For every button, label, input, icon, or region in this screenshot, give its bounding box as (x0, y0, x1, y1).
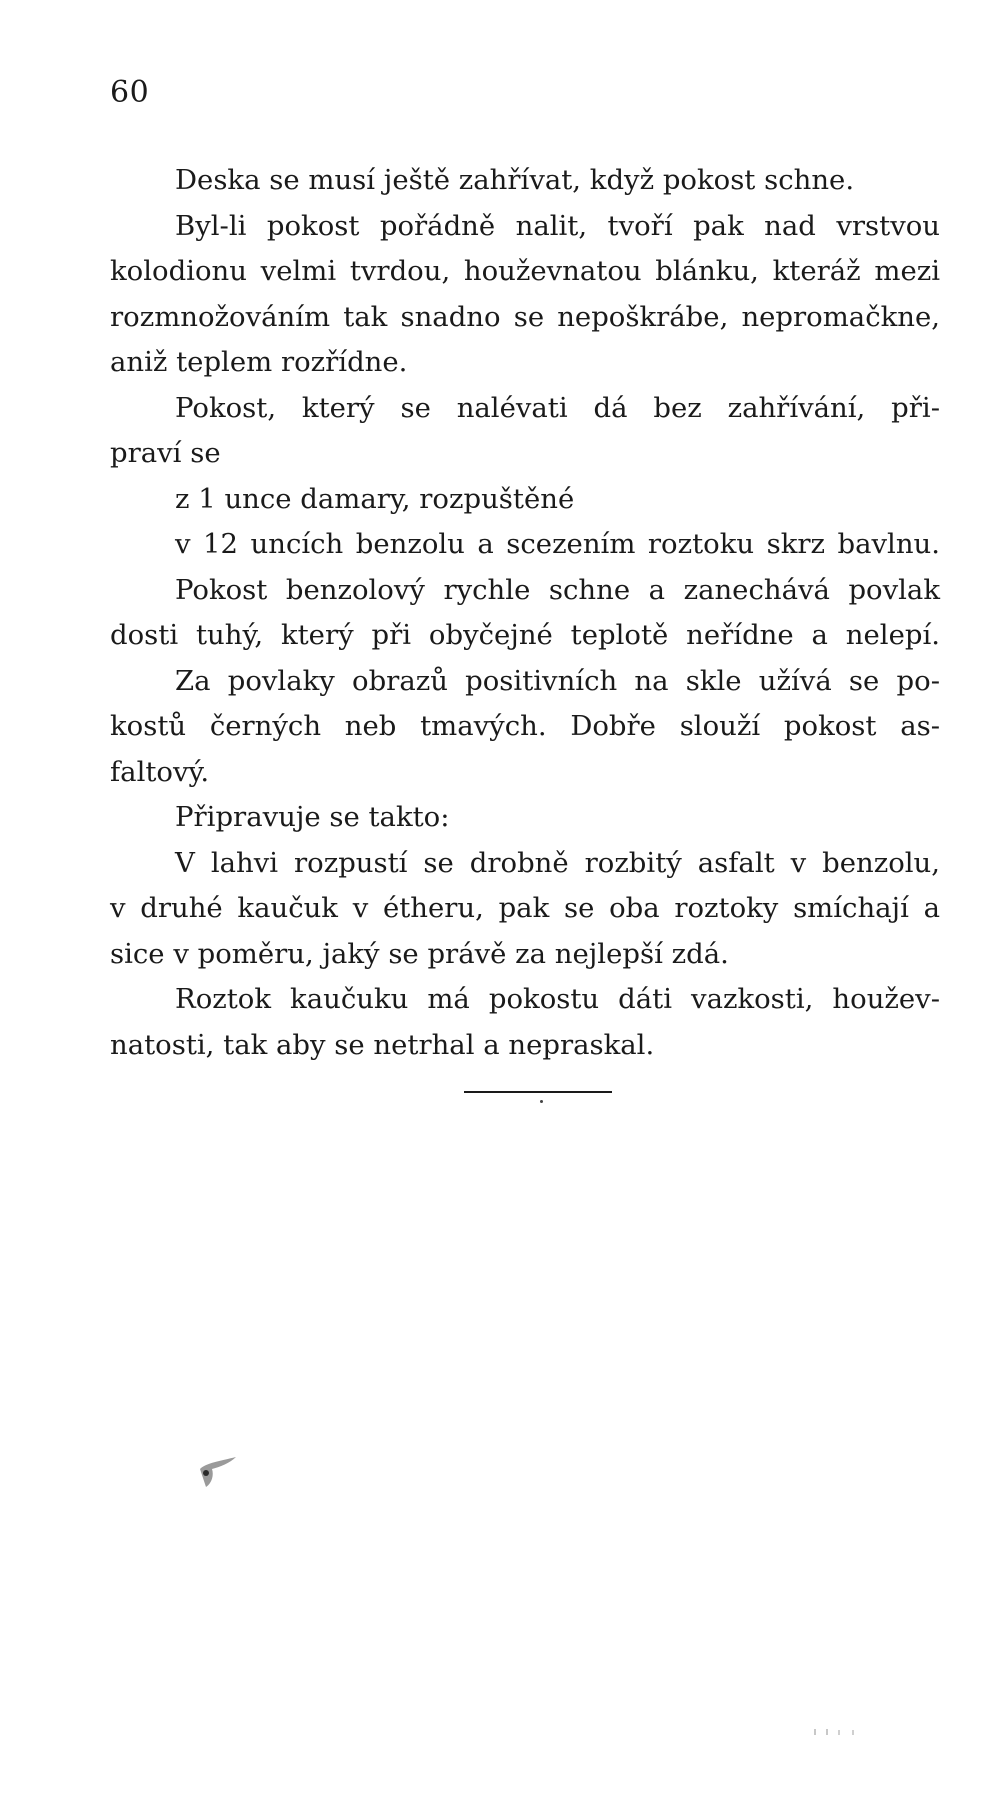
text-line: praví se (110, 437, 221, 469)
page-number: 60 (110, 75, 150, 110)
text-line: rozmnožováním tak snadno se nepoškrábe, nepromačkne, (110, 300, 940, 333)
text-line: V lahvi rozpustí se drobně rozbitý asfalt v benzolu, (175, 846, 940, 879)
text-line: Připravuje se takto: (175, 801, 450, 833)
text-line: Pokost, který se nalévati dá bez zahřívání, při- (175, 391, 940, 424)
text-line: kostů černých neb tmavých. Dobře slouží pokost as- (110, 710, 940, 742)
body-text (110, 158, 940, 1068)
text-line: kolodionu velmi tvrdou, houževnatou blánku, kteráž mezi (110, 255, 940, 287)
text-line: v druhé kaučuk v étheru, pak se oba roztoky smíchají a (110, 892, 940, 924)
text-line: Byl-li pokost pořádně nalit, tvoří pak nad vrstvou (175, 209, 940, 242)
text-line: v 12 uncích benzolu a scezením roztoku skrz bavlnu. (175, 528, 940, 560)
text-line: natosti, tak aby se netrhal a nepraskal. (110, 1028, 655, 1061)
text-line: Za povlaky obrazů positivních na skle užívá se po- (175, 664, 940, 697)
text-line: Deska se musí ještě zahřívat, když pokost schne. (175, 164, 855, 196)
text-line: z 1 unce damary, rozpuštěné (175, 482, 575, 515)
text-line: faltový. (110, 755, 210, 788)
text-line: aniž teplem rozřídne. (110, 346, 408, 378)
ink-blot (196, 1455, 240, 1489)
text-line: dosti tuhý, který při obyčejné teplotě neřídne a nelepí. (110, 619, 940, 651)
print-speck (540, 1100, 543, 1103)
end-rule (464, 1091, 612, 1093)
text-line: Pokost benzolový rychle schne a zanechává povlak (175, 573, 940, 606)
text-line: Roztok kaučuku má pokostu dáti vazkosti, houžev- (175, 983, 940, 1015)
text-line: sice v poměru, jaký se právě za nejlepší zdá. (110, 937, 729, 970)
margin-marks (812, 1726, 862, 1738)
